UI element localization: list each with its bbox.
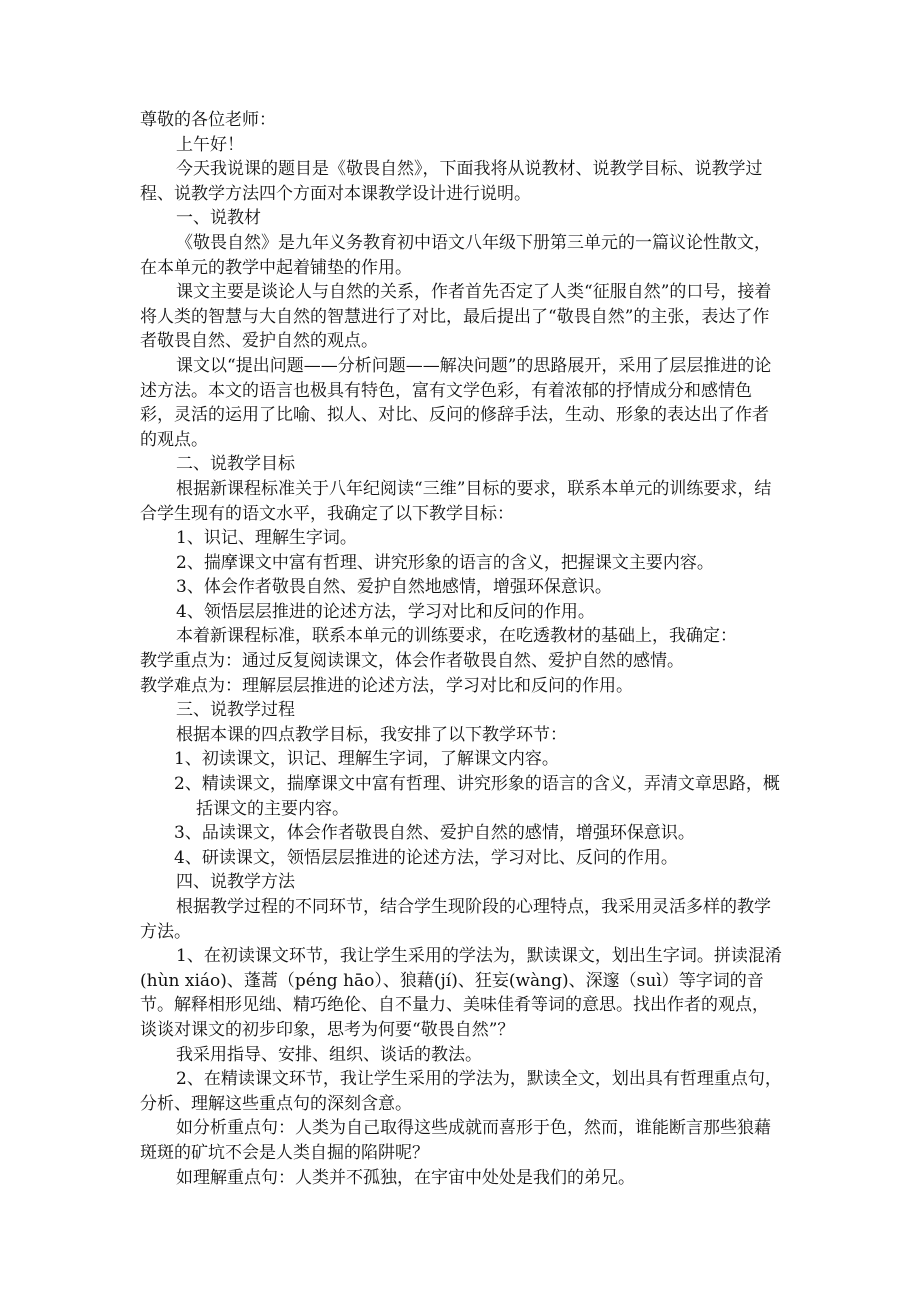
paragraph: 1、在初读课文环节，我让学生采用的学法为，默读课文，划出生字词。拼读混淆(hùn xiáo)、蓬蒿（péng hāo）、狼藉(jí)、狂妄(wàng)、深邃（suì）等字词的音节。解释相形见绌、精巧绝伦、自不量力、美味佳肴等词的意思。找出作者的观点，谈谈对课文的初步印象，思考为何要“敬畏自然”？ — [140, 946, 782, 1040]
paragraph: 根据教学过程的不同环节，结合学生现阶段的心理特点，我采用灵活多样的教学方法。 — [140, 897, 771, 942]
section-heading-methods: 四、说教学方法 — [176, 872, 295, 893]
paragraph: 我采用指导、安排、组织、谈话的教法。 — [176, 1044, 482, 1065]
intro-paragraph: 今天我说课的题目是《敬畏自然》，下面我将从说教材、说教学目标、说教学过程、说教学方法四个方面对本课教学设计进行说明。 — [140, 159, 763, 204]
paragraph: 课文主要是谈论人与自然的关系，作者首先否定了人类“征服自然”的口号，接着将人类的智慧与大自然的智慧进行了对比，最后提出了“敬畏自然”的主张，表达了作者敬畏自然、爱护自然的观点。 — [140, 282, 772, 352]
section-heading-textbook: 一、说教材 — [176, 208, 261, 229]
hello-line: 上午好！ — [176, 134, 244, 155]
goal-item: 3、体会作者敬畏自然、爱护自然地感情，增强环保意识。 — [176, 577, 612, 598]
step-item: 2、精读课文，揣摩课文中富有哲理、讲究形象的语言的含义，弄清文章思路，概括课文的主要内容。 — [174, 774, 780, 819]
greeting: 尊敬的各位老师： — [140, 110, 276, 130]
goal-item: 4、领悟层层推进的论述方法，学习对比和反问的作用。 — [176, 601, 595, 622]
section-heading-goals: 二、说教学目标 — [176, 454, 295, 475]
paragraph: 如理解重点句：人类并不孤独，在宇宙中处处是我们的弟兄。 — [176, 1167, 635, 1188]
paragraph: 《敬畏自然》是九年义务教育初中语文八年级下册第三单元的一篇议论性散文，在本单元的教学中起着铺垫的作用。 — [140, 232, 771, 278]
paragraph: 本着新课程标准，联系本单元的训练要求，在吃透教材的基础上，我确定： — [176, 626, 737, 647]
paragraph: 根据新课程标准关于八年纪阅读“三维”目标的要求，联系本单元的训练要求，结合学生现有的语文水平，我确定了以下教学目标： — [140, 478, 772, 524]
step-item: 1、初读课文，识记、理解生字词，了解课文内容。 — [174, 749, 559, 770]
goal-item: 1、识记、理解生字词。 — [176, 528, 357, 549]
paragraph: 课文以“提出问题——分析问题——解决问题”的思路展开，采用了层层推进的论述方法。本文的语言也极具有特色，富有文学色彩，有着浓郁的抒情成分和感情色彩，灵活的运用了比喻、拟人、对比、反问的修辞手法，生动、形象的表达出了作者的观点。 — [140, 355, 772, 450]
step-item: 3、品读课文，体会作者敬畏自然、爱护自然的感情，增强环保意识。 — [174, 823, 695, 844]
teaching-focus: 教学重点为：通过反复阅读课文，体会作者敬畏自然、爱护自然的感情。 — [140, 651, 684, 672]
section-heading-process: 三、说教学过程 — [176, 700, 295, 721]
paragraph: 根据本课的四点教学目标，我安排了以下教学环节： — [176, 724, 567, 745]
paragraph: 2、在精读课文环节，我让学生采用的学法为，默读全文，划出具有哲理重点句，分析、理解这些重点句的深刻含意。 — [140, 1069, 782, 1114]
teaching-difficulty: 教学难点为：理解层层推进的论述方法，学习对比和反问的作用。 — [140, 675, 633, 696]
step-item: 4、研读课文，领悟层层推进的论述方法，学习对比、反问的作用。 — [174, 847, 678, 868]
document-page — [140, 108, 782, 1190]
paragraph: 如分析重点句：人类为自己取得这些成就而喜形于色，然而，谁能断言那些狼藉斑斑的矿坑不会是人类自掘的陷阱呢？ — [140, 1118, 771, 1163]
goal-item: 2、揣摩课文中富有哲理、讲究形象的语言的含义，把握课文主要内容。 — [176, 552, 714, 573]
